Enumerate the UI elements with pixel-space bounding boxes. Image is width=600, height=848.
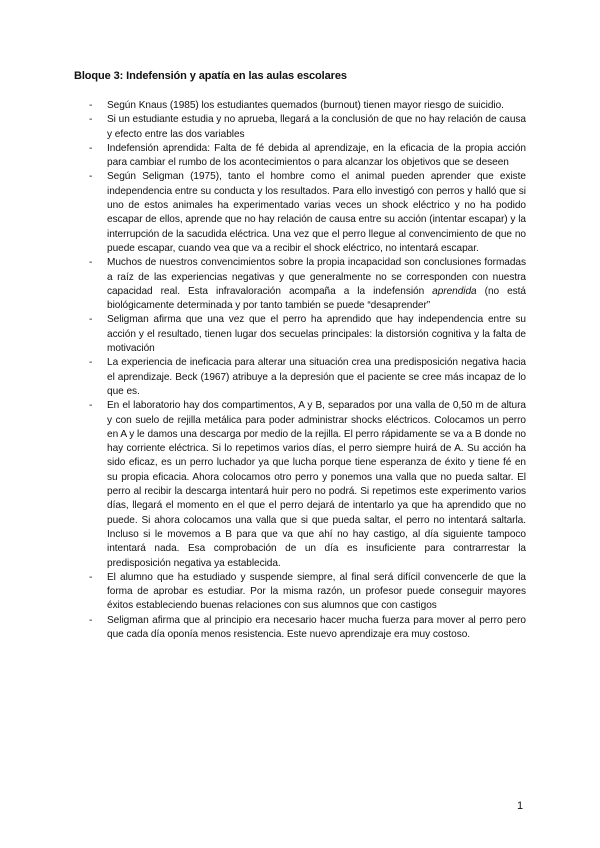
item-text: Según Seligman (1975), tanto el hombre como el animal pueden aprender que existe independencia entre su conducta y los resultados. Para ello investigó con perros y halló que si uno de estos animales ha experimentado varias veces un shock eléctrico y no ha podido escapar de ellos, aprende que no hay relación de causa entre su acción (intentar escapar) y la interrupción de la sacudida eléctrica. Una vez que el perro llegue al convencimiento de que no puede escapar, cuando vea que va a recibir el shock eléctrico, no intentará escapar. bbox=[107, 171, 526, 254]
page-number: 1 bbox=[517, 800, 524, 812]
list-item bbox=[76, 113, 526, 142]
list-item bbox=[76, 313, 526, 356]
bullet-dash: - bbox=[89, 614, 93, 626]
item-text: Indefensión aprendida: Falta de fé debida al aprendizaje, en la eficacia de la propia acción para cambiar el rumbo de los acontecimientos o para alcanzar los objetivos que se deseen bbox=[107, 142, 526, 169]
bullet-dash: - bbox=[89, 171, 93, 183]
item-text-italic: aprendida bbox=[432, 285, 477, 297]
list-item bbox=[76, 356, 526, 399]
item-text: Si un estudiante estudia y no aprueba, llegará a la conclusión de que no hay relación de causa y efecto entre las dos variables bbox=[107, 114, 526, 140]
bullet-dash: - bbox=[89, 257, 93, 269]
item-text: El alumno que ha estudiado y suspende siempre, al final será difícil convencerle de que la forma de aprobar es estudiar. Por la misma razón, un profesor puede conseguir mayores éxitos estableciendo buenas relaciones con sus alumnos que con castigos bbox=[107, 571, 526, 612]
document-title: Bloque 3: Indefensión y apatía en las aulas escolares bbox=[74, 70, 347, 82]
item-text: Seligman afirma que una vez que el perro ha aprendido que hay independencia entre su acción y el resultado, tienen lugar dos secuelas principales: la distorsión cognitiva y la falta de motivación bbox=[107, 314, 526, 355]
item-text: Seligman afirma que al principio era necesario hacer mucha fuerza para mover al perro pero que cada día oponía menos resistencia. Este nuevo aprendizaje era muy costoso. bbox=[107, 614, 526, 640]
bullet-dash: - bbox=[89, 142, 93, 154]
bullet-dash: - bbox=[89, 100, 93, 111]
item-text-before: Muchos de nuestros convencimientos sobre la propia incapacidad son conclusiones formadas a raíz de las experiencias negativas y que generalmente no se corresponden con nuestra capacidad real. Esta infravaloración acompaña a la indefensión bbox=[107, 257, 526, 297]
list-item bbox=[76, 170, 526, 256]
list-item bbox=[76, 399, 526, 571]
list-item bbox=[76, 99, 526, 113]
list-item bbox=[76, 256, 526, 313]
bullet-dash: - bbox=[89, 357, 93, 369]
bullet-dash: - bbox=[89, 314, 93, 326]
item-text: Según Knaus (1985) los estudiantes quemados (burnout) tienen mayor riesgo de suicidio. bbox=[107, 100, 504, 111]
item-text-after: (no está biológicamente determinada y por tanto también se puede “desaprender” bbox=[107, 285, 526, 312]
bullet-dash: - bbox=[89, 400, 93, 412]
bullet-list bbox=[76, 99, 526, 642]
bullet-dash: - bbox=[89, 571, 93, 583]
bullet-dash: - bbox=[89, 114, 93, 126]
list-item bbox=[76, 614, 526, 643]
item-text: En el laboratorio hay dos compartimentos, A y B, separados por una valla de 0,50 m de altura y con suelo de rejilla metálica para poder administrar shocks eléctricos. Colocamos un perro en A y le damos una descarga por medio de la rejilla. El perro rápidamente se va a B donde no hay corriente eléctrica. Si lo repetimos varios días, el perro siempre huirá de A. Su acción ha sido eficaz, es un perro luchador ya que lucha porque tiene esperanza de éxito y tiene fé en su propia eficacia. Ahora colocamos otro perro y ponemos una valla que no pueda saltar. El perro al recibir la descarga intentará huir pero no podrá. Si repetimos este experimento varios días, llegará el momento en el que el perro dejará de intentarlo ya que ha aprendido que no puede. Si ahora colocamos una valla que si que pueda saltar, el perro no intentará saltarla. Incluso si le movemos a B para que va que ahí no hay castigo, al día siguiente tampoco intentará nada. Esa comprobación de un día es insuficiente para contrarrestar la predisposición negativa ya establecida. bbox=[107, 400, 526, 569]
item-text: La experiencia de ineficacia para alterar una situación crea una predisposición negativa hacia el aprendizaje. Beck (1967) atribuye a la depresión que el paciente se cree más incapaz de lo que es. bbox=[107, 357, 526, 397]
list-item bbox=[76, 142, 526, 171]
list-item bbox=[76, 571, 526, 614]
